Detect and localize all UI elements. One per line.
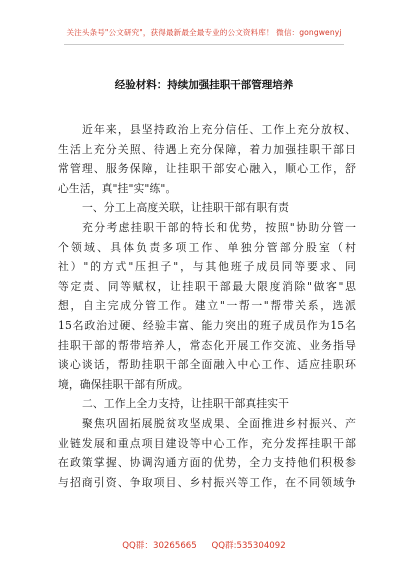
body-text-line: 近年来，县坚持政治上充分信任、工作上充分放权、 — [82, 123, 356, 136]
body-text-line: 在政策掌握、协调沟通方面的优势，全力支持他们积极参 — [58, 456, 356, 470]
body-text-line: 想，自主完成分管工作。建立"一帮一"帮带关系，选派 — [58, 299, 356, 313]
body-text-line: 聚焦巩固拓展脱贫攻坚成果、全面推进乡村振兴、产 — [82, 416, 356, 430]
body-text-line: 一、分工上高度关联，让挂职干部有职有责 — [82, 201, 290, 215]
body-text-line: 二、工作上全力支持，让挂职干部真挂实干 — [82, 397, 290, 411]
header-divider — [64, 44, 344, 45]
document-body — [58, 120, 356, 492]
body-text-line: 等定责、同等赋权，让挂职干部最大限度消除"做客"思 — [58, 279, 356, 293]
body-text-line: 谈心谈话，帮助挂职干部全面融入中心工作、适应挂职环 — [58, 358, 356, 372]
body-text-line: 业链发展和重点项目建设等中心工作，充分发挥挂职干部 — [58, 436, 356, 450]
body-text-line: 常管理、服务保障，让挂职干部安心融入，顺心工作，舒 — [58, 162, 356, 176]
document-title: 经验材料：持续加强挂职干部管理培养 — [114, 79, 294, 91]
footer-contact — [0, 539, 408, 551]
body-text-line: 15名政治过硬、经验丰富、能力突出的班子成员作为15名 — [58, 318, 356, 332]
body-text-line: 境，确保挂职干部有所成。 — [58, 377, 189, 391]
body-text-line: 充分考虑挂职干部的特长和优势，按照"协助分管一 — [82, 220, 356, 234]
body-text-line: 社）"的方式"压担子"，与其他班子成员同等要求、同 — [58, 260, 356, 274]
body-text-line: 与招商引资、争取项目、乡村振兴等工作，在不同领域争 — [58, 475, 356, 489]
footer-qq-group-2: QQ群:535304092 — [211, 541, 286, 551]
header-promo-note: 关注头条号"公文研究"，获得最新最全最专业的公文资料库！ 微信：gongwenyj — [66, 28, 342, 37]
body-text-line: 生活上充分关照、待遇上充分保障，着力加强挂职干部日 — [58, 142, 356, 156]
footer-qq-group-1: QQ群：30265665 — [122, 541, 197, 551]
body-text-line: 个领域、具体负责多项工作、单独分管部分股室（村 — [58, 240, 356, 254]
body-text-line: 挂职干部的帮带培养人，常态化开展工作交流、业务指导 — [58, 338, 356, 352]
body-text-line: 心生活，真"挂"实"练"。 — [58, 181, 177, 195]
